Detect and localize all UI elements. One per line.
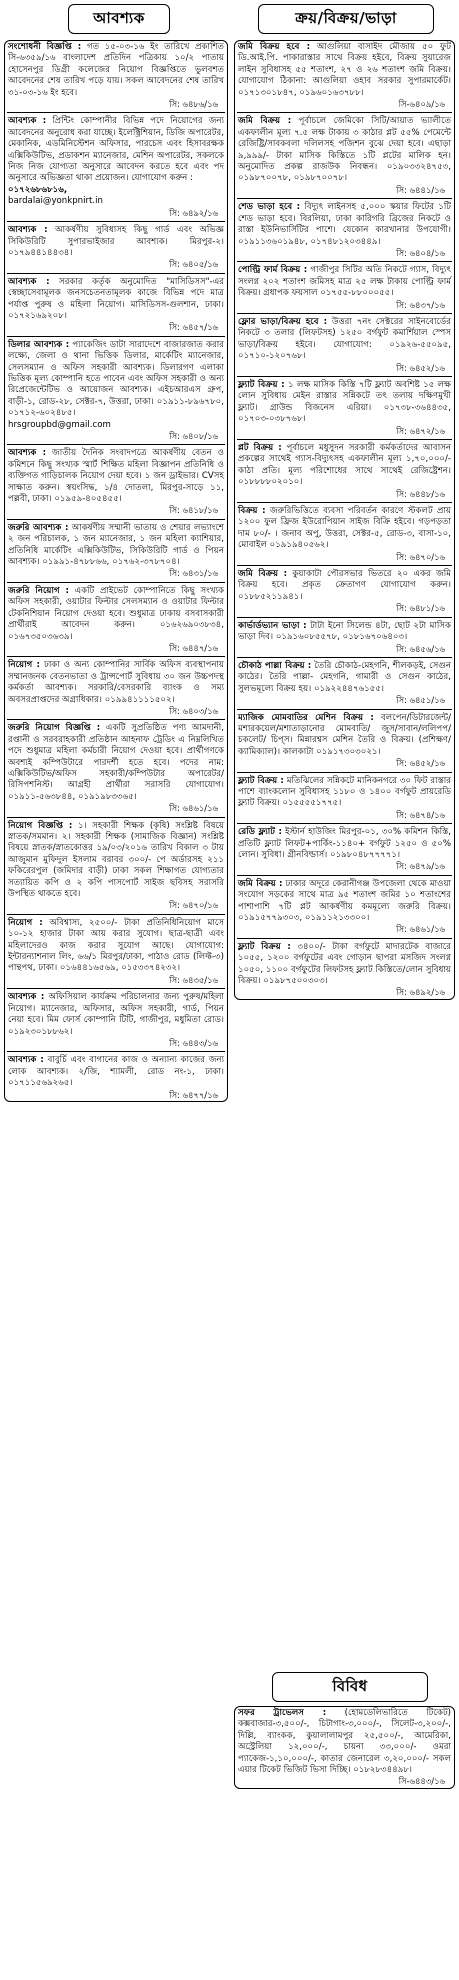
ad-reference: সি: ৬৪৪৩/১৬: [169, 1037, 218, 1048]
ad-reference: সি: ৬৪৬১/১৬: [396, 924, 445, 935]
ad-reference: সি: ৬৪৭৭/১৬: [169, 1089, 218, 1100]
right-ads-list: [234, 40, 455, 1000]
ad-reference: সি: ৬৪৪১/১৬: [396, 184, 445, 195]
ad-reference: সি: ৬৪৮১/১৬: [396, 603, 445, 614]
ad-reference: সি: ৬৪৫২/১৬: [396, 362, 445, 373]
ad-email: hrsgroupbd@gmail.com: [8, 419, 111, 430]
ad-separator: [7, 1051, 225, 1052]
ad-reference: সি: ৬৪৫১/১৬: [396, 695, 445, 706]
ad-separator: [237, 875, 452, 876]
ad-separator: [237, 261, 452, 262]
ad-separator: [237, 313, 452, 314]
ad-heading: শেড ভাড়া হবে :: [238, 202, 301, 213]
classified-ad: [7, 339, 225, 443]
classified-ad: [237, 712, 452, 770]
ad-heading: ফ্ল্যাট বিক্রয় :: [238, 775, 284, 786]
misc-ads-list: [234, 1706, 455, 1789]
ad-phone: ০১৭২৬৮৬৮১৬,: [8, 184, 68, 195]
ad-separator: [7, 273, 225, 274]
left-ads-list: [4, 40, 228, 1102]
ad-heading: ম্যাজিক মোমবাতির মেশিন বিক্রয় :: [238, 712, 374, 723]
ad-body: জরুরিভিত্তিতে ব্যবসা পরিবর্তন কারণে স্টকলট প্রায় ১২০০ ফুল ফ্রিজ ইউরোপিয়ান সাইজ বিক্রি হইবে। গড়পড়তা দাম ৮০/- । জনাব অপু, উত্তরা, সেক্টর-৫, রোড-৩, বাসা-১০, মোবাইল ০১৯১৯৪০৫৬২।: [238, 506, 451, 551]
ad-separator: [7, 221, 225, 222]
classified-ad: [237, 442, 452, 500]
ad-separator: [7, 519, 225, 520]
ad-reference: সি: ৬৪০৪/১৬: [396, 247, 445, 258]
ad-body: জাতীয় দৈনিক সংবাদপত্রে আকর্ষণীয় বেতন ও কমিশনে কিছু সংখ্যক স্মার্ট শিক্ষিত মহিলা বিজ্ঞাপন প্রতিনিধি ও ব্যক্তিগত গাড়িচালক নিয়োগ দেয়া হবে। ১ জন ড্রাইভার। CVসহ সাক্ষাত করুন। স্বয়ংসিদ্ধ, ১/৪ দোতলা, মিরপুর-সাড়ে ১১, পল্লবী, ঢাকা। ০১৯৫৯-৪০৫৪৫৫।: [8, 448, 224, 505]
ad-heading: আবশ্যক :: [8, 448, 47, 459]
misc-section: [234, 1672, 455, 1789]
classified-ad: [237, 41, 452, 110]
ad-separator: [237, 709, 452, 710]
section-header-buy-sell-rent: ক্রয়/বিক্রয়/ভাড়া: [258, 4, 434, 34]
ad-reference: সি: ৬৪৩৭/১৬: [396, 299, 445, 310]
classified-ad: [237, 201, 452, 259]
ad-separator: [7, 817, 225, 818]
ad-reference: সি: ৬৪৬১/১৬: [169, 803, 218, 814]
ad-heading: জমি বিক্রয় :: [238, 116, 292, 127]
ad-separator: [237, 376, 452, 377]
classified-ad: [7, 722, 225, 814]
ad-heading: সংশোধনী বিজ্ঞপ্তি :: [8, 42, 82, 52]
ad-heading: বিক্রয় :: [238, 506, 266, 517]
ad-body: প্যাকেজিং ডাটা সারাদেশে বাজারজাত করার লক্ষ্যে, জেলা ও থানা ভিত্তিক ডিলার, মার্কেটিং ম্যানেজার, সেলসম্যান ও অফিস সহকারী আবশ্যক। ডিলারগণ এলাকা ভিত্তিক মূল্য কোম্পানি হতে পাবেন এবং অফিস সহকারী ও অন্য রিপ্রেজেন্টেটিভ ও আয়োজন আবশ্যক। এইচআরএস গ্রুপ, বাড়ী-১, রোড-২৮, সেক্টর-৭, উত্তরা, ঢাকা। ০১৯১১-৮৯৬৭৮০, ০১৭১২-৬০২৪৮৫।: [8, 339, 224, 419]
ad-heading: ফ্লোর ভাড়া/বিক্রয় হবে :: [238, 316, 328, 327]
ad-separator: [237, 198, 452, 199]
ad-separator: [7, 112, 225, 113]
ad-body: তৈরি চৌকাঠ-মেহগনি, শীলকড়ই, সেগুন কাঠের। তৈরি পাল্লা- মেহগনি, গামারী ও সেগুন কাঠের, সুলভমূল্যে বিক্রয় হয়। ০১৯২২৪৪৭৬১৫৫।: [238, 660, 451, 694]
ad-body: একটি সুপ্রতিষ্ঠিত পণ্য আমদানী, রপ্তানী ও সরবরাহকারী প্রতিষ্ঠান আহনাফ ট্রেডিং এ নিম্নলিখিত পদে শুধুমাত্র মহিলা কর্মচারী নিয়োগ দেওয়া হবে। প্রার্থীগণকে অবশ্যই কম্পিউটারে পারদর্শী হতে হবে। পদের নাম: এক্সিকিউটিভ/অফিস সহকারী/কম্পিউটার অপারেটর/রিসিপশনিস্ট। আগ্রহী প্রার্থীরা সরাসরি যোগাযোগ। ০১৯১১-৫৬৩৮৪৪, ০১৯১৯৮৩৩৬৫।: [8, 723, 224, 802]
classified-ad: [7, 820, 225, 912]
ad-body: প্রিন্টিং কোম্পানীর বিভিন্ন পদে নিয়োগের জন্য আবেদনের অনুরোধ করা যাচ্ছে। ইলেক্ট্রিশিয়ান, ডিজি অপারেটর, মেকানিক, এডমিনিস্টেশন অফিসার, পারচেস এবং হিসাবরক্ষক এক্সিকিউটিভ, প্রডাকশন ম্যানেজার, মেশিন অপারেটর, সকলকে নিজ নিজ যোগ্যতা অনুসারে আবেদন করতে হবে এবং পদ অনুসারে অভিজ্ঞতা থাকা প্রয়োজন। যোগাযোগ করুন :: [8, 116, 225, 184]
classified-ad: [237, 775, 452, 822]
ad-separator: [237, 439, 452, 440]
classified-ad: [7, 41, 225, 110]
classified-ad: [237, 878, 452, 936]
classified-ad: [7, 659, 225, 717]
classified-ad: [237, 620, 452, 655]
ad-heading: ফ্ল্যাট বিক্রয় :: [238, 941, 291, 952]
ad-separator: [7, 444, 225, 445]
ad-body: বাবুর্চি এবং বাগানের কাজ ও অন্যান্য কাজের জন্য লোক আবশ্যক। ২/জি, শ্যামলী, রোড নং-১, ঢাকা। ০১৭১১৫৬৯২৬৫।: [8, 1055, 225, 1089]
ad-body: ১ লক্ষ মাসিক কিস্তি ৭টি ফ্ল্যাট অবশিষ্ট ১৫ লক্ষ লোন সুবিধায় মেইন রাস্তার সন্নিকটে তৎ তলায় দক্ষিণমুখী ফ্ল্যাট। গ্রাউন্ড বিজনেস এরিয়া। ০১৭৩৮-৩৬৪৪৩৫, ০১৭০৩-০৩৮৭৬৮।: [238, 379, 452, 425]
ad-reference: সি: ৬৪৫৬/১৬: [396, 643, 445, 654]
classified-ad: [7, 1054, 225, 1101]
ad-separator: [237, 823, 452, 824]
ad-body: অফিসিয়াল কার্যক্রম পরিচালনার জন্য পুরুষ/মহিলা নিয়োগ। ম্যানেজার, অফিসার, অফিস সহকারী, গার্ড, পিয়ন নেয়া হবে। মিম ফোর্স কোম্পানি টিটি, গাজীপুর, মধুমিতা রোড। ০১৯২৩০১৮৮৬২।: [8, 992, 224, 1037]
ad-reference: সি: ৬৪৭৪/১৬: [396, 809, 445, 820]
ad-heading: রেডি ফ্ল্যাট :: [238, 827, 282, 838]
ad-reference: সি: ৬৪৫২/১৬: [396, 758, 445, 769]
classified-ad: [237, 379, 452, 437]
ad-reference: সি: ৬৪৯২/১৬: [169, 207, 218, 218]
ad-heading: জমি বিক্রয় হবে :: [238, 42, 311, 52]
classified-ad: [237, 1707, 452, 1788]
classified-ad: [7, 115, 225, 219]
ad-separator: [237, 772, 452, 773]
ad-separator: [7, 719, 225, 720]
ad-body: আগুলিয়া বাসাইদ মৌজায় ৫০ ফুট ডি.আই.পি. পাকারাস্তার সাথে বিক্রয় হইবে, বিক্রয় সুয়ারেজ লাইন সুবিধাসহ ৫৫ শতাংশ, ২৭ ও ২৬ শতাংশ জমি বিক্রয়। যোগাযোগ ঠিকানা: আগুলিয়া ওহাব সরকার সুপারমার্কেট। ০১৭১৩০১৮৪৭, ০১৯৬০১৬৩৭৮৮।: [238, 42, 451, 98]
classified-ad: [237, 505, 452, 563]
ad-separator: [237, 657, 452, 658]
classified-ad: [237, 826, 452, 873]
classified-ad: [237, 316, 452, 374]
section-header-misc: বিবিধ: [272, 1672, 428, 1702]
ad-reference: সি: ৬৪০৫/১৬: [169, 259, 218, 270]
ad-heading: ডিলার আবশ্যক :: [8, 339, 70, 350]
ad-reference: সি: ৬৪৮৬/১৬: [169, 99, 218, 110]
ad-separator: [237, 617, 452, 618]
classified-ad: [237, 264, 452, 311]
ad-heading: পোল্ট্রি ফার্ম বিক্রয় :: [238, 265, 308, 276]
classified-ad: [7, 276, 225, 334]
ad-separator: [7, 656, 225, 657]
classified-ad: [7, 224, 225, 271]
ad-separator: [7, 336, 225, 337]
ad-body: বিদ্যুৎ লাইনসহ ৫,০০০ স্কয়ার ফিটের ১টি শেড ভাড়া হবে। বিরলিয়া, ঢাকা কারিগরি ব্রিজের নিকটে ও রাস্তা ইউনিভার্সিটির পাশে। যেকোন কারখানার উপযোগী। ০১৯১১৩৬০১৯৪৮, ০১৭৪৮১২০৩৪৪৯।: [238, 202, 451, 247]
ad-heading: আবশ্যক :: [8, 116, 47, 127]
ad-body: (হোমডেলিভারিতে টিকেট) কক্সবাজার-৩,৫০০/-, চিটাগাং-৩,০০০/-, সিলেট-৩,২০০/-, দিল্লি, ব্যাংকক, কুয়ালালামপুর ২৫,৫০০/-, আমেরিকা, অস্ট্রেলিয়া ১২,০০০/-, চায়না ৩৩,০০০/- ওমরা প্যাকেজ-১,১০,০০০/-, কাতার জেনারেল ৩,২০,০০০/- সকল এয়ার টিকেট ভিজিট ভিসা দিচ্ছি। ০১৮২৮৩৪৪৯৮।: [238, 1708, 451, 1776]
classified-ad: [7, 447, 225, 516]
ad-heading: চৌকাঠ পাল্লা বিক্রয় :: [238, 660, 312, 671]
ad-reference: সি: ৬৪৫৭/১৬: [169, 322, 218, 333]
ad-heading: জমি বিক্রয় :: [238, 878, 283, 889]
classified-ad: [7, 917, 225, 986]
ad-heading: জরুরি আবশ্যক :: [8, 522, 69, 533]
ad-reference: সি-৬৪৪৩/১৬: [398, 1776, 445, 1787]
ad-heading: আবশ্যক :: [8, 1055, 44, 1066]
ad-separator: [7, 988, 225, 989]
ad-separator: [7, 914, 225, 915]
ad-body: পূর্বাচলে মধুসুদন সরকারী কর্মকর্তাদের আবাসন প্রকল্পের সাথেই গ্যাস-বিদ্যুৎসহ একফালীন মূল্য ১,৭০,০০০/- কাঠা প্রতি। মূল্য পরিশোধের সাথে সাথেই রেজিষ্ট্রেশন। ০১৮৮৮৮০২০১০।: [238, 443, 451, 488]
ad-reference: সি: ৬৪৯২/১৬: [396, 987, 445, 998]
ad-body: গাজীপুর সিটির অতি নিকটে গ্যাস, বিদ্যুৎ সংলগ্ন ২০২ শতাংশ জমিসহ মাত্র ২৫ লক্ষ টাকায় পোল্ট্রি ফার্ম বিক্রয়। গ্রধাপক ফয়সাল ০১৭৫৫-৮৮০০০৫৫।: [238, 265, 451, 299]
ad-separator: [237, 565, 452, 566]
ad-heading: নিয়োগ বিজ্ঞপ্তি :: [8, 820, 73, 831]
ad-reference: সি-৬৪০৯/১৬: [398, 99, 445, 110]
ad-heading: জরুরি নিয়োগ :: [8, 585, 69, 596]
ad-body: মতিঝিলের সন্নিকটে মানিকনগরে ৩০ ফিট রাস্তার পাশে ব্যাংকলোন সুবিধাসহ ১১৮০ ও ১৪০০ বর্গফুট প্রায়রেডি ফ্ল্যাট বিক্রয়। ০১৫৫৫৫১৭৭৫।: [238, 775, 452, 809]
ad-body: পূর্বাচলে জেমিকো সিটি/আয়াত ভ্যালীতে একফালীন মূল্য ৭.৫ লক্ষ টাকায় ৩ কাঠার প্লট ৫৫% পেমেন্টে রেজিষ্ট্রি/সাবকবলা দলিলসহ পজিশন বুঝে দেয়া হবে। এছাড়া ৯,৯৯৯/- টাকা মাসিক কিস্তিতে ১টি প্লটের মালিক হন। অনুমোদিত প্রকল্প রাজউক নিবন্ধন। ০১৯০৩৩২৪৭৫৩, ০১৯৮৭০০৭৮, ০১৯৮৭০০৭৮।: [238, 116, 451, 184]
classified-ad: [7, 585, 225, 654]
ad-reference: সি: ৬৪০৮/১৬: [169, 431, 218, 441]
section-header-wanted: আবশ্যক: [68, 4, 170, 34]
classified-ad: [237, 115, 452, 196]
classified-ad: [237, 941, 452, 999]
ad-reference: সি: ৬৪৪৮/১৬: [396, 488, 445, 499]
ad-reference: সি: ৬৪৭০/১৬: [169, 900, 218, 911]
ad-body: ৩৪০০/- টাকা বর্গফুটে মাদারটেক বাজারে ১০৫৫, ১২০০ বর্গফুটের এবং গোড়ান ছাপরা মসজিদ সংলগ্ন ১০৫০, ১১০০ বর্গফুটের লিফটসহ ফ্ল্যাট কিস্তিতে/লোন সুবিধায় বিক্রয়। ০১৯৮৭৫০০৩০৩।: [238, 941, 451, 987]
right-column: [234, 0, 455, 1000]
ad-heading: প্লট বিক্রয় :: [238, 443, 282, 453]
ad-body: বলপেন/ডিটারজেন্ট/মশারকয়েল/মশাতাড়ানোর মোমবাতি/ জুস/সাবান/ললিপপ/চকলেট/ চিপ্‌স। মিন্নারশ্বস মেশিন তৈরি ও বিক্রয়। (প্রশিক্ষণ/ক্যামিক্যাল)। কালকাটা ০১৯১৭৩০৩০২১।: [238, 712, 451, 757]
ad-heading: নিয়োগ :: [8, 917, 43, 928]
ad-reference: সি: ৬৪০৩/১৬: [169, 705, 218, 716]
ad-heading: জরুরি নিয়োগ বিজ্ঞপ্তি :: [8, 723, 101, 734]
ad-body: কুয়াকাটা পৌরসভার ভিতরে ২০ একর জমি বিক্রয় হবে। প্রকৃত ক্রেতাগণ যোগাযোগ করুন। ০১৮৮৫২১১৯৪১।: [238, 569, 451, 602]
ad-body: অবিশ্বাস্য, ২৫০০/- টাকা প্রতিনিধিনিয়োগ মাসে ১০-১২ হাজার টাকা আয় করার সুযোগ। ছাত্র-ছাত্রী এবং মহিলাদেরও কাজ করার সুযোগ আছে। যোগাযোগ: ইন্টারন্যাশনাল লিং, ৬৬/১ মিরপুর/ঢাকা, পাঠাও রোড (লিফ্ট-৩) পান্থপথ, ঢাকা। ০১৬৪৪১৬৫৬৯, ০১৫৩৩৭৪২৩২।: [8, 917, 224, 974]
ad-body: ঢাকার অদূরে কেরানীগঞ্জ উপজেলা থেকে মাওয়া সংযোগ সড়কের সাথে মাত্র ৯৫ শতাংশ জমির ১০ শতাংশের পাশাপাশি ৭টি প্লট আকর্ষণীয় কমমূল্যে জরুরি বিক্রয়। ০১৯১৫৭৭৯৩০৩, ০১৯১১২১৩৩০০।: [238, 878, 451, 924]
ad-body: ইস্টার্ন হাউজিং মিরপুর-০১, ৩০% কমিশন কিস্তি, প্রতিটি ফ্ল্যাট লিফট+পার্কিং-১১৪০+ বর্গফুট ১২৫০ ও ৫০% লোন। সুবিধা। গ্রীনবিল্ডার্স। ০১৯৮০৪৮৭৭৭৭১।: [238, 827, 451, 860]
ad-body: আকর্ষণীয় সুবিধাসহ কিছু গার্ড এবং অভিজ্ঞ সিকিউরিটি সুপারভাইজার আবশ্যক। মিরপুর-২। ০১৭৯৪৪১৪৪৩৪।: [8, 225, 225, 258]
ad-heading: ফ্ল্যাট বিক্রয় :: [238, 379, 285, 390]
ad-body: ঢাকা ও অন্য কোম্পানির সার্বিক অফিস ব্যবস্থাপনায় সম্মানজনক বেতনভাতা ও ট্রান্সপোর্ট সুবিধায় ৩০ জন উচ্চপদস্থ কর্মকর্তা আবশ্যক। সরকারি/বেসরকারি ব্যাংক ও সম্য অবসরপ্রাপ্তদের অগ্রাধিকার। ০১৯৯৪১১১১৫০২।: [8, 660, 224, 705]
ad-reference: সি: ৬৪৩৫/১৬: [169, 974, 218, 985]
ad-reference: সি: ৬৪৭০/১৬: [396, 551, 445, 562]
ad-heading: আবশ্যক :: [8, 276, 50, 287]
left-column: [4, 0, 228, 1102]
ad-separator: [237, 502, 452, 503]
classified-ad: [7, 522, 225, 580]
ad-heading: আবশ্যক :: [8, 225, 48, 236]
ad-heading: জমি বিক্রয় :: [238, 569, 288, 580]
ad-reference: সি: ৬৪১৮/১৬: [169, 505, 218, 516]
ad-body: আকর্ষণীয় সম্মানী ভাতায় ও শেয়ার লভ্যাংশে ২ জন পরিচালক, ১ জন ম্যানেজার, ১ জন মহিলা ক্যাশিয়ার, প্রতিনিধি মার্কেটিং এক্সিকিউটিভ, সিকিউরিটি গার্ড ও পিয়ন আবশ্যক। ০১৯৯১-৪৭৮৮৬৬, ০১৭৬২-৩৭৮৭০৪।: [8, 522, 224, 568]
classified-ad: [7, 991, 225, 1049]
ad-heading: কার্ভার্ডভ্যান ভাড়া :: [238, 620, 307, 631]
ad-body: একটি প্রাইভেট কোম্পানিতে কিছু সংখ্যক অফিস সহকারী, ওয়াটার ফিল্টার সেলসম্যান ও ওয়াটার ফিল্টার টেকনিশিয়ান নিয়োগ দেওয়া হবে। শুধুমাত্র ঢাকায় বসবাসকারী প্রার্থীরাই আবেদন করুন। ০১৬২৬৯০৩৮৩৪, ০১৬৭৩৫০৩৬৩৯।: [8, 585, 224, 642]
ad-separator: [237, 112, 452, 113]
classified-ad: [237, 660, 452, 707]
ad-body: গত ১৫-০৩-১৬ ইং তারিখে প্রকাশিত সি-৬৩৫৯/১৬ বাংলাদেশ প্রতিদিন পত্রিকায় ১০/২ পাতায় হোসেনপুর ডিগ্রী কলেজের নিয়োগ বিজ্ঞপ্তিতে ভুলবশত আবেদনের শেষ তারিখ পড়ে যায়। সকল আবেদনের শেষ তারিখ ৩১-০৩-১৬ ইং হবে।: [8, 42, 225, 98]
ad-reference: সি: ৬৪৭২/১৬: [396, 425, 445, 436]
ad-reference: সি: ৬৪৩১/১৬: [169, 568, 218, 579]
ad-separator: [237, 938, 452, 939]
ad-body: টাটা ইনো সিলেন্ড ৪টা, ছোট ২টা মাসিক ভাড়া দিব। ০১৯১৬০৮৫৫৭৮, ০১৮১৬৭০৬৪০৩।: [238, 620, 451, 643]
ad-heading: আবশ্যক :: [8, 992, 45, 1003]
ad-email: bardalai@yonkpnirt.in: [8, 196, 103, 207]
classified-ad: [237, 568, 452, 615]
ad-reference: সি: ৬৪৪৭/১৬: [169, 642, 218, 653]
ad-reference: সি: ৬৪৭৯/১৬: [396, 861, 445, 872]
ad-separator: [7, 582, 225, 583]
ad-body: উত্তরা ৭নং সেক্টরের সাইনবোর্ডের নিকটে ৩ তলার (লিফটসহ) ১২৫০ বর্গফুট কমার্শিয়াল স্পেস ভাড়া/বিক্রয় হইবে। যোগাযোগ: ০১৯২৬-৫৫০৯৫, ০১৭১০-১২০৭৬৮।: [238, 316, 451, 362]
ad-body: সরকার কর্তৃক অনুমোদিত "মাসিডিসস"-এর স্বেচ্ছাসেবামূলক জনসচেতনতামূলক কাজে বিভিন্ন পদে মাত্র পর্যাপ্ত পুরুষ ও মহিলা নিয়োগ। মাসিডিসস-গুলশান, ঢাকা। ০১৭২১৬৯২০৮।: [8, 276, 225, 321]
ad-body: ১। সহকারী শিক্ষক (কৃষি) সংশ্লিষ্ট বিষয়ে স্নাতক/সমমান। ২। সহকারী শিক্ষক (সামাজিক বিজ্ঞান) সংশ্লিষ্ট বিষয়ে স্নাতক/স্নাতকোত্তর ১৯/০৩/২০১৬ তারিখ বিকাল ৩ টায় আজুমান মুফিদুল ইসলাম বরাবর ৩০০/- পে অর্ডারসহ ২১১ ফকিরেরপুল (জমিদার বাড়ী) ঢাকা সকল শিক্ষাগত যোগ্যতার সত্যায়িত কপি ও ২ কপি পাসপোর্ট সাইজ ছবিসহ সরাসরি উপস্থিত থাকতে হবে।: [8, 820, 225, 900]
ad-heading: নিয়োগ :: [8, 660, 40, 671]
ad-heading: সফর ট্রাভেলস :: [238, 1708, 327, 1718]
